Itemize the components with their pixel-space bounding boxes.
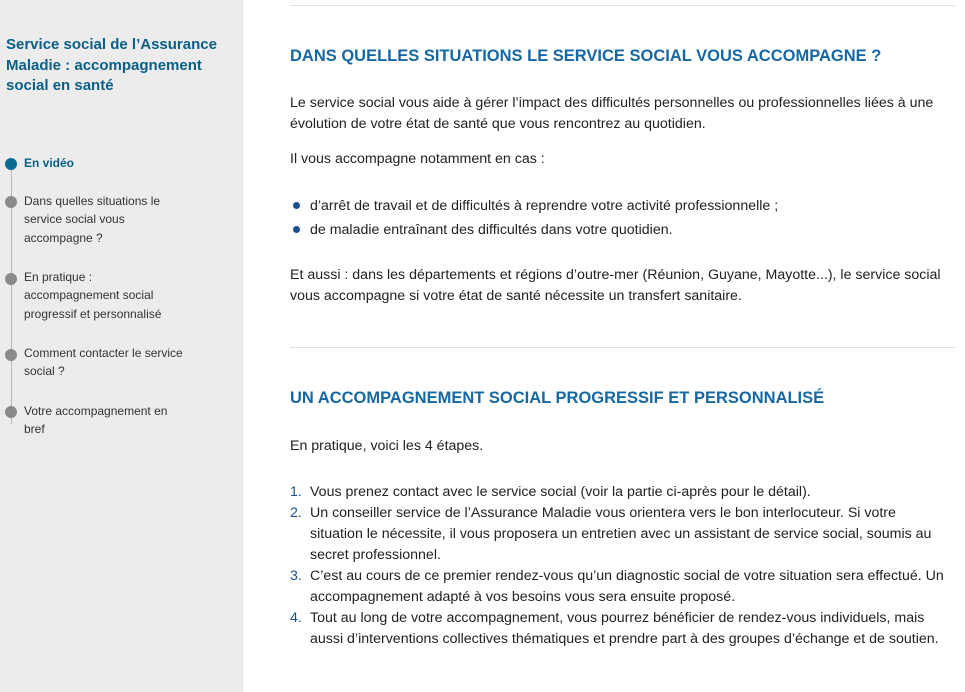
sidebar-title: Service social de l’Assurance Maladie : accompagnement social en santé	[6, 36, 217, 94]
section-divider-top	[290, 5, 955, 6]
paragraph-intro: Le service social vous aide à gérer l’impact des difficultés personnelles ou professionnelles liées à une évolution de votre état de santé que vous rencontrez au quotidien.	[290, 95, 934, 132]
step-number: 1.	[290, 484, 302, 500]
toc-dot-contacter	[5, 349, 17, 361]
section-heading-situations: DANS QUELLES SITUATIONS LE SERVICE SOCIAL VOUS ACCOMPAGNE ?	[290, 47, 882, 65]
paragraph-outro: Et aussi : dans les départements et régions d’outre-mer (Réunion, Guyane, Mayotte...), le service social vous accompagne si votre état de santé nécessite un transfert sanitaire.	[290, 267, 941, 304]
step-number: 2.	[290, 505, 302, 521]
sidebar-nav	[0, 0, 243, 692]
step-text: C’est au cours de ce premier rendez-vous qu’un diagnostic social de votre situation sera effectué. Un accompagnement adapté à vos besoins vous sera ensuite proposé.	[310, 568, 944, 605]
section-divider	[290, 347, 955, 348]
toc-item-situations[interactable]: Dans quelles situations le service social vous accompagne ?	[24, 194, 161, 245]
bullet-item	[290, 220, 673, 241]
step-item	[290, 608, 952, 650]
toc-dot-en-pratique	[5, 273, 17, 285]
toc-item-en-video[interactable]: En vidéo	[24, 156, 75, 170]
step-item	[290, 503, 952, 566]
bullet-icon	[293, 202, 300, 209]
paragraph-steps-intro: En pratique, voici les 4 étapes.	[290, 438, 484, 454]
step-number: 3.	[290, 568, 302, 584]
bullet-text: de maladie entraînant des difficultés dans votre quotidien.	[310, 222, 673, 238]
toc-item-en-bref[interactable]: Votre accompagnement en bref	[24, 404, 168, 437]
step-number: 4.	[290, 610, 302, 626]
paragraph-lead: Il vous accompagne notamment en cas :	[290, 151, 545, 167]
toc-dot-en-bref	[5, 406, 17, 418]
toc-item-en-pratique[interactable]: En pratique : accompagnement social progressif et personnalisé	[24, 270, 162, 321]
toc-item-contacter[interactable]: Comment contacter le service social ?	[24, 346, 183, 379]
step-text: Un conseiller service de l’Assurance Maladie vous orientera vers le bon interlocuteur. Si votre situation le nécessite, il vous proposera un entretien avec un assistant de service social, soumis au secret professionnel.	[310, 505, 932, 563]
bullet-icon	[293, 226, 300, 233]
section-heading-accompagnement: UN ACCOMPAGNEMENT SOCIAL PROGRESSIF ET PERSONNALISÉ	[290, 389, 825, 407]
bullet-text: d’arrêt de travail et de difficultés à reprendre votre activité professionnelle ;	[310, 198, 779, 214]
toc-dot-situations	[5, 196, 17, 208]
bullet-item	[290, 196, 778, 217]
toc-dot-en-video	[5, 158, 17, 170]
step-text: Tout au long de votre accompagnement, vous pourrez bénéficier de rendez-vous individuels, mais aussi d’interventions collectives thématiques et prendre part à des groupes d’échange et de soutien.	[310, 610, 939, 647]
step-item	[290, 482, 952, 503]
step-item	[290, 566, 952, 608]
step-text: Vous prenez contact avec le service social (voir la partie ci-après pour le détail).	[310, 484, 811, 500]
